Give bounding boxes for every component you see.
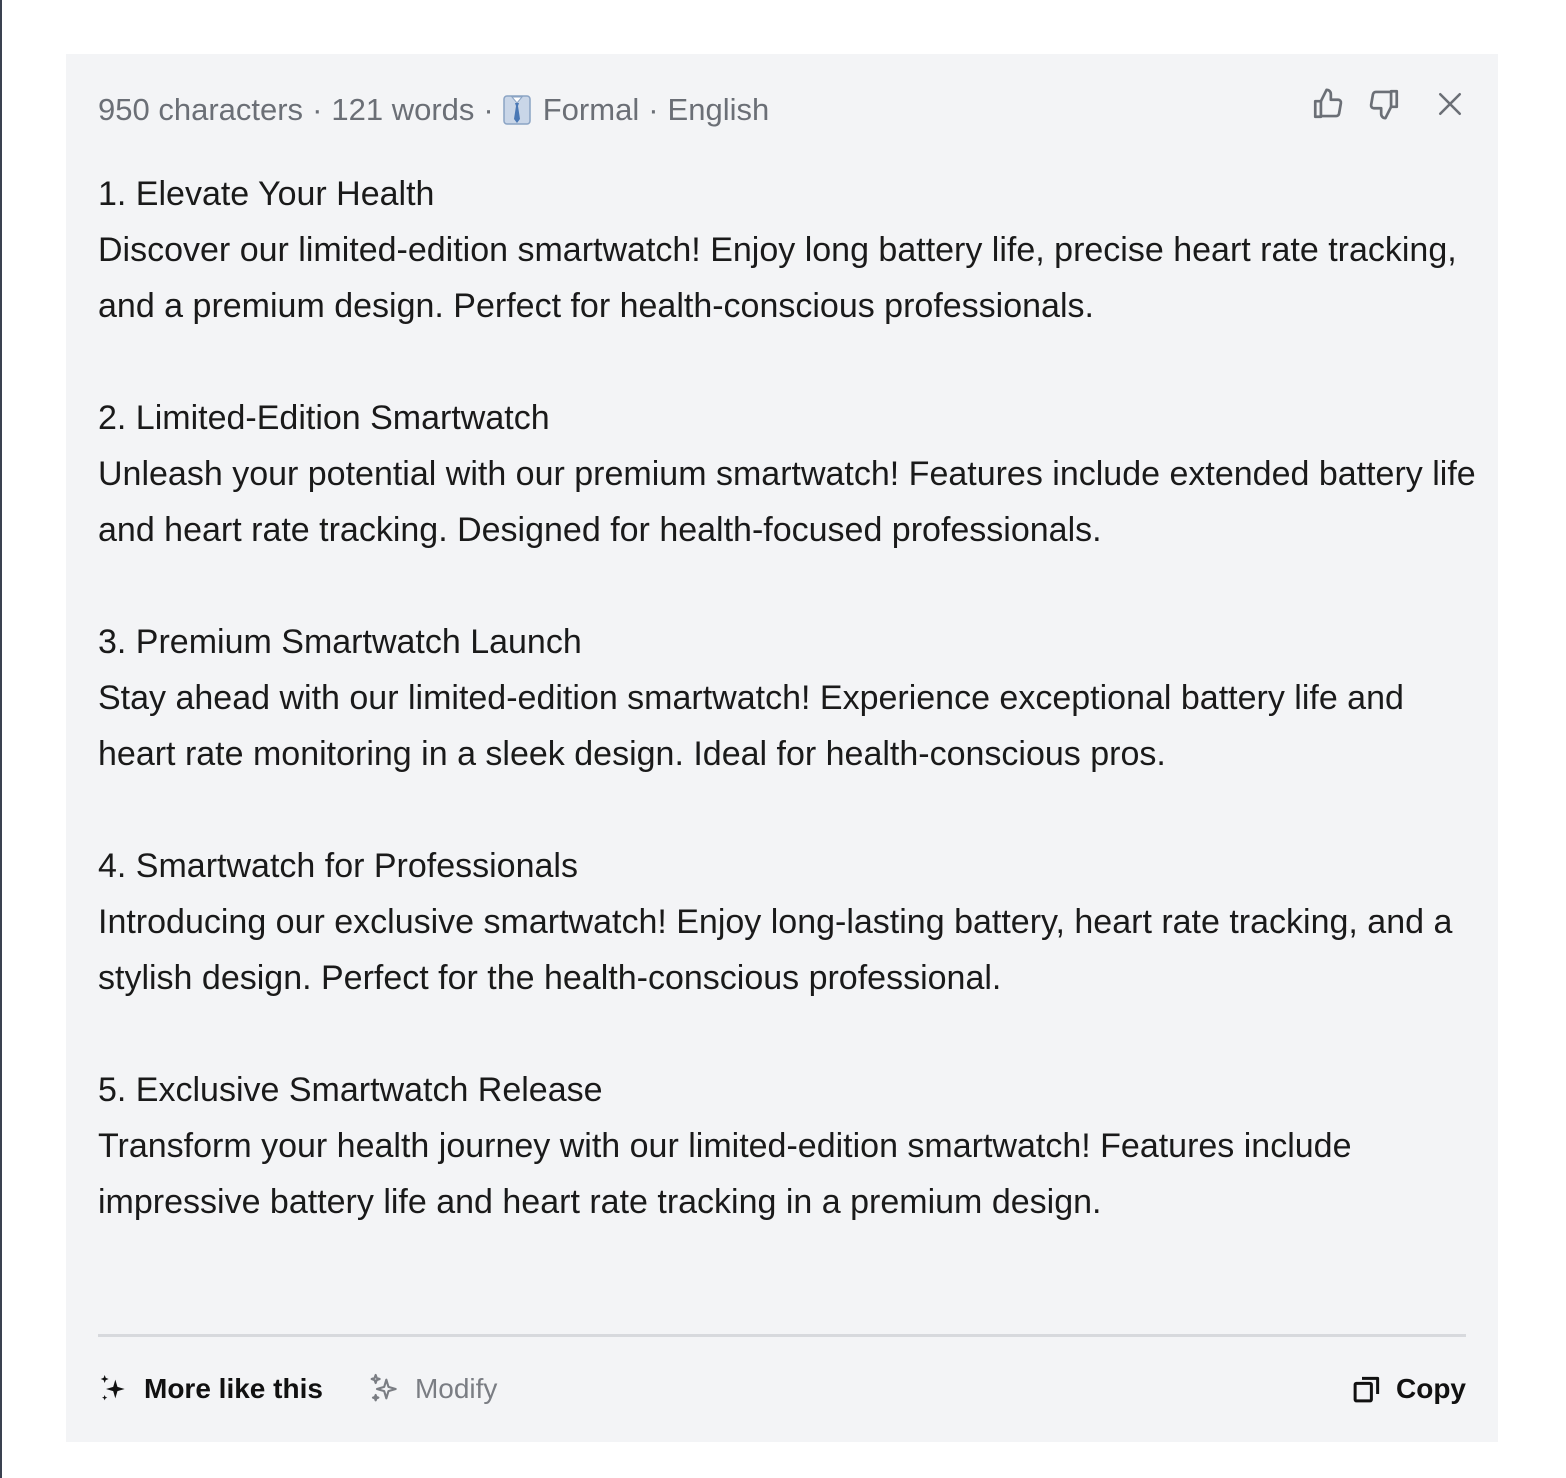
- feedback-actions: [1308, 84, 1470, 124]
- footer-divider: [98, 1334, 1466, 1337]
- thumbs-up-icon: [1311, 87, 1345, 121]
- result-item: [98, 166, 1478, 334]
- sparkle-icon: [369, 1373, 401, 1405]
- sparkle-icon: [98, 1373, 130, 1405]
- tone-label: Formal: [542, 92, 640, 127]
- modify-button[interactable]: [369, 1373, 497, 1405]
- item-body: Discover our limited-edition smartwatch! Enjoy long battery life, precise heart rate tracking, and a premium design. Perfect for health-conscious professionals.: [98, 231, 1457, 325]
- item-title: 5. Exclusive Smartwatch Release: [98, 1071, 603, 1109]
- item-title: 2. Limited-Edition Smartwatch: [98, 399, 550, 437]
- item-body: Introducing our exclusive smartwatch! Enjoy long-lasting battery, heart rate tracking, and a stylish design. Perfect for the health-conscious professional.: [98, 903, 1453, 997]
- item-body: Transform your health journey with our limited-edition smartwatch! Features include impressive battery life and heart rate tracking in a premium design.: [98, 1127, 1352, 1221]
- meta-separator: ·: [312, 92, 323, 127]
- modify-label: Modify: [414, 1373, 498, 1404]
- copy-button[interactable]: [1352, 1373, 1466, 1405]
- character-count: 950 characters: [98, 92, 304, 127]
- item-body: Unleash your potential with our premium smartwatch! Features include extended battery life and heart rate tracking. Designed for health-focused professionals.: [98, 455, 1476, 549]
- meta-separator: ·: [483, 92, 494, 127]
- thumbs-down-icon: [1367, 87, 1401, 121]
- window-edge: [0, 0, 2, 1478]
- copy-icon: [1352, 1374, 1382, 1404]
- result-item: [98, 390, 1478, 558]
- language-label: English: [667, 92, 770, 127]
- necktie-icon: [503, 95, 531, 125]
- item-title: 4. Smartwatch for Professionals: [98, 847, 578, 885]
- close-button[interactable]: [1430, 84, 1470, 124]
- item-title: 1. Elevate Your Health: [98, 175, 435, 213]
- generated-result-card: [66, 54, 1498, 1442]
- word-count: 121 words: [331, 92, 475, 127]
- thumbs-up-button[interactable]: [1308, 84, 1348, 124]
- more-like-this-label: More like this: [144, 1373, 323, 1404]
- result-item: [98, 614, 1478, 782]
- item-title: 3. Premium Smartwatch Launch: [98, 623, 582, 661]
- more-like-this-button[interactable]: [98, 1373, 323, 1405]
- thumbs-down-button[interactable]: [1364, 84, 1404, 124]
- result-content: [98, 166, 1478, 1230]
- result-footer: [98, 1366, 1466, 1412]
- result-item: [98, 838, 1478, 1006]
- meta-separator: ·: [648, 92, 659, 127]
- copy-label: Copy: [1396, 1373, 1466, 1404]
- result-item: [98, 1062, 1478, 1230]
- close-icon: [1437, 91, 1463, 117]
- item-body: Stay ahead with our limited-edition smartwatch! Experience exceptional battery life and heart rate monitoring in a sleek design. Ideal for health-conscious pros.: [98, 679, 1404, 773]
- result-meta: [98, 88, 769, 132]
